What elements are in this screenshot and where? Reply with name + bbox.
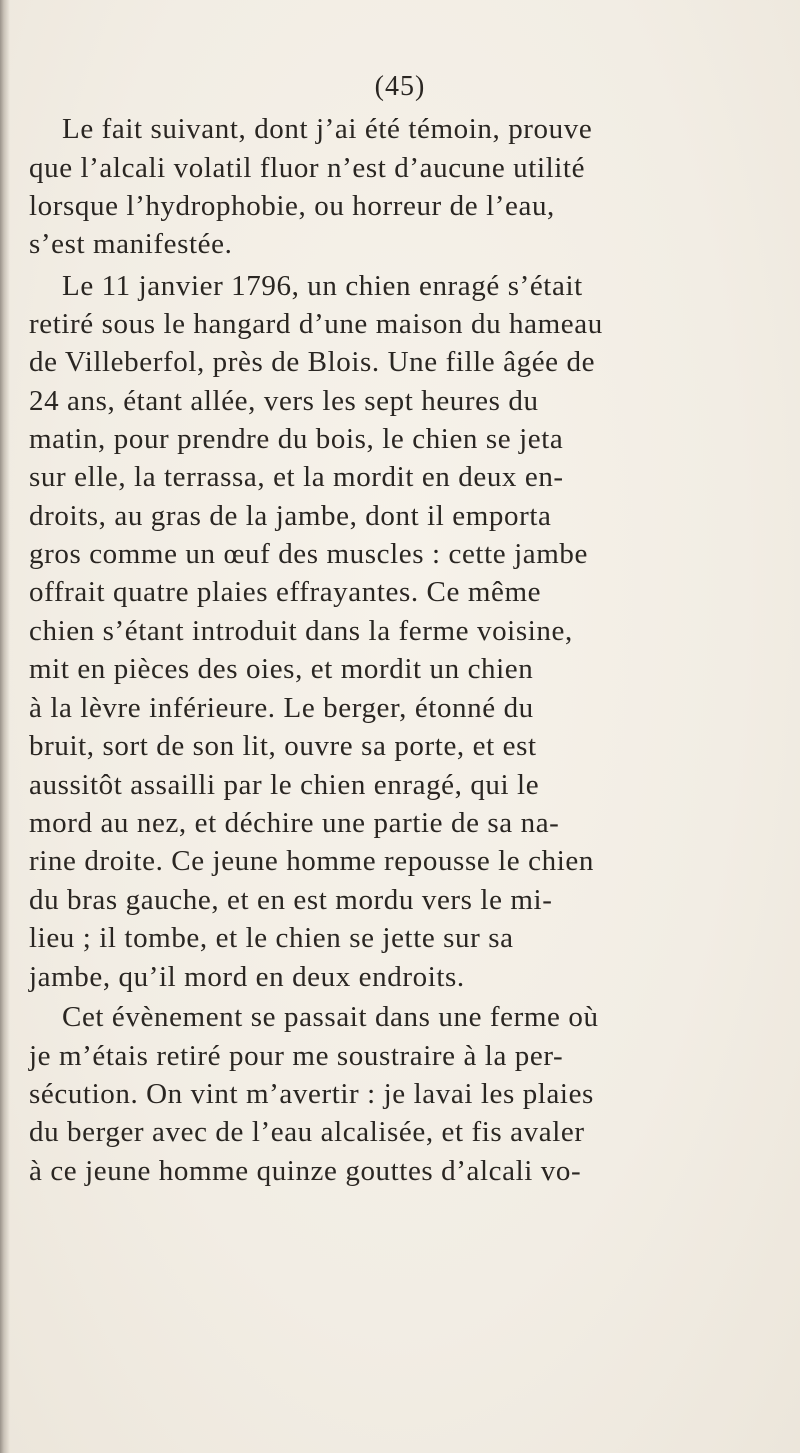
text-line: du bras gauche, et en est mordu vers le mi- — [29, 884, 553, 916]
text-line: à la lèvre inférieure. Le berger, étonné du — [29, 692, 534, 724]
text-line: s’est manifestée. — [29, 228, 233, 260]
text-line: jambe, qu’il mord en deux endroits. — [29, 961, 465, 993]
text-line: retiré sous le hangard d’une maison du hameau — [29, 308, 603, 340]
text-line: matin, pour prendre du bois, le chien se jeta — [29, 423, 564, 455]
text-line: sécution. On vint m’avertir : je lavai les plaies — [29, 1078, 594, 1110]
text-line: lorsque l’hydrophobie, ou horreur de l’eau, — [29, 190, 555, 222]
text-line: Cet évènement se passait dans une ferme où — [62, 1001, 599, 1033]
text-line: mit en pièces des oies, et mordit un chien — [29, 653, 534, 685]
text-line: mord au nez, et déchire une partie de sa na- — [29, 807, 560, 839]
text-line: bruit, sort de son lit, ouvre sa porte, et est — [29, 730, 537, 762]
text-line: rine droite. Ce jeune homme repousse le chien — [29, 845, 594, 877]
text-line: Le fait suivant, dont j’ai été témoin, prouve — [62, 113, 593, 145]
text-line: chien s’étant introduit dans la ferme voisine, — [29, 615, 573, 647]
text-line: sur elle, la terrassa, et la mordit en deux en- — [29, 461, 564, 493]
text-line: Le 11 janvier 1796, un chien enragé s’était — [62, 270, 583, 302]
text-line: je m’étais retiré pour me soustraire à la per- — [29, 1040, 564, 1072]
text-line: à ce jeune homme quinze gouttes d’alcali vo- — [29, 1155, 582, 1187]
text-line: que l’alcali volatil fluor n’est d’aucune utilité — [29, 152, 586, 184]
page-number: (45) — [374, 71, 426, 102]
text-line: droits, au gras de la jambe, dont il emporta — [29, 500, 552, 532]
text-line: offrait quatre plaies effrayantes. Ce même — [29, 576, 542, 608]
text-line: gros comme un œuf des muscles : cette jambe — [29, 538, 588, 570]
text-line: de Villeberfol, près de Blois. Une fille âgée de — [29, 346, 596, 378]
page-binding-edge — [0, 0, 10, 1453]
text-line: 24 ans, étant allée, vers les sept heures du — [29, 385, 539, 417]
text-line: aussitôt assailli par le chien enragé, qui le — [29, 769, 540, 801]
text-line: lieu ; il tombe, et le chien se jette sur sa — [29, 922, 514, 954]
text-line: du berger avec de l’eau alcalisée, et fis avaler — [29, 1116, 585, 1148]
